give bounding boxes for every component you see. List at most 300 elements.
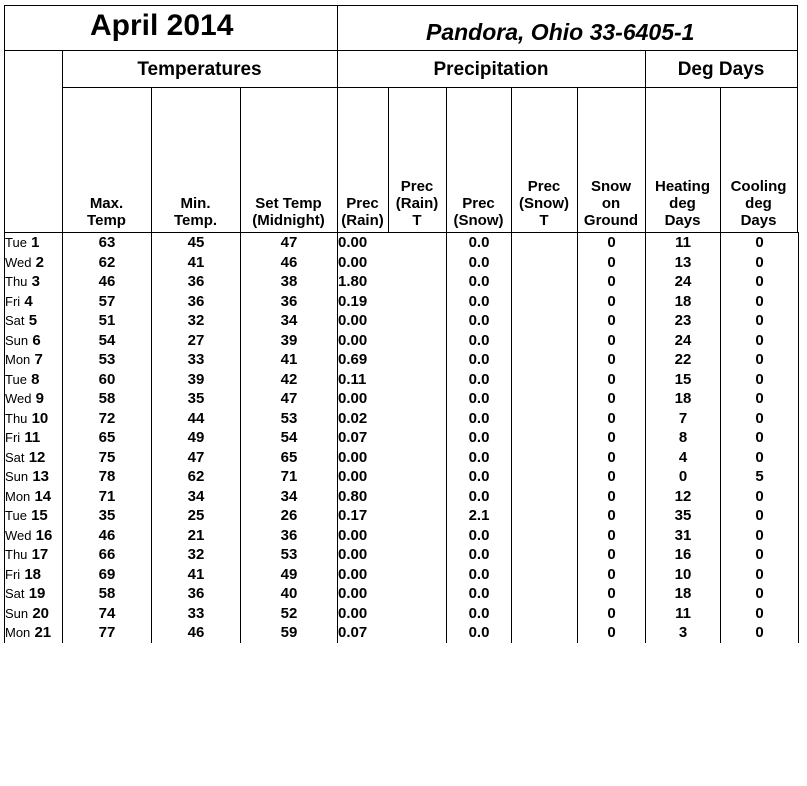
- set-temp-cell: 46: [241, 253, 338, 273]
- max-temp-cell: 58: [63, 389, 152, 409]
- prec-rain-t-cell: [389, 487, 447, 507]
- snow-on-ground-cell: 0: [578, 487, 646, 507]
- day-cell: [5, 467, 63, 487]
- cooling-deg-days-cell: 5: [721, 467, 799, 487]
- prec-snow-cell: 0.0: [447, 448, 512, 468]
- prec-rain-cell: 0.00: [338, 585, 368, 603]
- snow-on-ground-cell: 0: [578, 584, 646, 604]
- table-row: [5, 389, 799, 409]
- table-row: [5, 584, 799, 604]
- header-cooling-deg-days: Cooling deg Days: [730, 178, 787, 229]
- max-temp-cell: 51: [63, 311, 152, 331]
- header-min-temp: Min. Temp.: [173, 195, 218, 229]
- day-cell: [5, 389, 63, 409]
- date-number: 12: [28, 448, 46, 466]
- header-prec-snow: Prec (Snow): [453, 195, 504, 229]
- prec-rain-t-cell: [389, 428, 447, 448]
- date-number: 10: [31, 409, 49, 427]
- date-number: 2: [35, 253, 45, 271]
- prec-snow-t-cell: [512, 623, 578, 643]
- date-number: 4: [24, 292, 33, 310]
- prec-snow-t-cell: [512, 584, 578, 604]
- min-temp-cell: 62: [152, 467, 241, 487]
- set-temp-cell: 54: [241, 428, 338, 448]
- daily-data-table: [4, 232, 799, 643]
- prec-rain-t-cell: [389, 370, 447, 390]
- prec-snow-t-cell: [512, 389, 578, 409]
- min-temp-cell: 44: [152, 409, 241, 429]
- cooling-deg-days-cell: 0: [721, 448, 799, 468]
- prec-rain-cell: 0.00: [338, 331, 368, 349]
- set-temp-cell: 49: [241, 565, 338, 585]
- prec-snow-t-cell: [512, 487, 578, 507]
- table-row: [5, 233, 799, 253]
- snow-on-ground-cell: 0: [578, 526, 646, 546]
- max-temp-cell: 46: [63, 272, 152, 292]
- set-temp-cell: 47: [241, 233, 338, 253]
- day-cell: [5, 311, 63, 331]
- prec-rain-cell: 0.00: [338, 253, 368, 271]
- snow-on-ground-cell: 0: [578, 311, 646, 331]
- prec-snow-cell: 0.0: [447, 331, 512, 351]
- table-row: [5, 623, 799, 643]
- weekday-label: Sun: [5, 332, 29, 348]
- report-title: April 2014: [90, 9, 234, 42]
- heating-deg-days-cell: 10: [646, 565, 721, 585]
- prec-rain-cell: 0.00: [338, 312, 368, 330]
- prec-snow-t-cell: [512, 272, 578, 292]
- prec-rain-t-cell: [389, 311, 447, 331]
- heating-deg-days-cell: 18: [646, 292, 721, 312]
- prec-rain-cell: 0.00: [338, 448, 368, 466]
- prec-rain-t-cell: [389, 272, 447, 292]
- table-row: [5, 467, 799, 487]
- heating-deg-days-cell: 24: [646, 272, 721, 292]
- day-cell: [5, 409, 63, 429]
- table-row: [5, 272, 799, 292]
- date-number: 1: [31, 234, 40, 252]
- station-location: Pandora, Ohio 33-6405-1: [426, 19, 695, 45]
- max-temp-cell: 57: [63, 292, 152, 312]
- max-temp-cell: 60: [63, 370, 152, 390]
- heating-deg-days-cell: 31: [646, 526, 721, 546]
- cooling-deg-days-cell: 0: [721, 409, 799, 429]
- prec-rain-t-cell: [389, 467, 447, 487]
- day-cell: [5, 506, 63, 526]
- date-number: 16: [35, 526, 53, 544]
- date-number: 17: [31, 546, 49, 564]
- max-temp-cell: 71: [63, 487, 152, 507]
- heating-deg-days-cell: 0: [646, 467, 721, 487]
- max-temp-cell: 35: [63, 506, 152, 526]
- prec-rain-t-cell: [389, 233, 447, 253]
- prec-rain-t-cell: [389, 389, 447, 409]
- day-cell: [5, 233, 63, 253]
- prec-rain-t-cell: [389, 526, 447, 546]
- set-temp-cell: 59: [241, 623, 338, 643]
- prec-rain-t-cell: [389, 506, 447, 526]
- prec-snow-t-cell: [512, 311, 578, 331]
- cooling-deg-days-cell: 0: [721, 604, 799, 624]
- heating-deg-days-cell: 15: [646, 370, 721, 390]
- table-row: [5, 448, 799, 468]
- cooling-deg-days-cell: 0: [721, 292, 799, 312]
- weekday-label: Sun: [5, 605, 29, 621]
- date-number: 20: [32, 604, 49, 622]
- prec-rain-cell: 0.00: [338, 233, 389, 253]
- day-cell: [5, 604, 63, 624]
- prec-rain-cell: 0.19: [338, 292, 368, 310]
- weekday-label: Wed: [5, 527, 32, 543]
- header-set-temp: Set Temp (Midnight): [252, 195, 325, 229]
- min-temp-cell: 39: [152, 370, 241, 390]
- set-temp-cell: 42: [241, 370, 338, 390]
- set-temp-cell: 41: [241, 350, 338, 370]
- heating-deg-days-cell: 24: [646, 331, 721, 351]
- header-prec-snow-t: Prec (Snow) T: [519, 178, 569, 229]
- header-snow-on-ground: Snow on Ground: [583, 178, 639, 229]
- prec-snow-t-cell: [512, 331, 578, 351]
- day-cell: [5, 545, 63, 565]
- prec-snow-cell: 2.1: [447, 506, 512, 526]
- max-temp-cell: 78: [63, 467, 152, 487]
- cooling-deg-days-cell: 0: [721, 506, 799, 526]
- weekday-label: Mon: [5, 352, 31, 368]
- prec-snow-t-cell: [512, 233, 578, 253]
- prec-snow-t-cell: [512, 409, 578, 429]
- set-temp-cell: 71: [241, 467, 338, 487]
- snow-on-ground-cell: 0: [578, 389, 646, 409]
- prec-snow-cell: 0.0: [447, 584, 512, 604]
- date-number: 6: [32, 331, 41, 349]
- table-row: [5, 311, 799, 331]
- table-header: [4, 5, 798, 122]
- cooling-deg-days-cell: 0: [721, 487, 799, 507]
- date-number: 15: [31, 507, 48, 525]
- set-temp-cell: 47: [241, 389, 338, 409]
- weekday-label: Sat: [5, 313, 25, 329]
- min-temp-cell: 32: [152, 311, 241, 331]
- weekday-label: Tue: [5, 235, 27, 251]
- table-row: [5, 350, 799, 370]
- prec-snow-cell: 0.0: [447, 233, 512, 253]
- prec-rain-t-cell: [389, 331, 447, 351]
- heating-deg-days-cell: 18: [646, 584, 721, 604]
- snow-on-ground-cell: 0: [578, 604, 646, 624]
- prec-snow-t-cell: [512, 428, 578, 448]
- min-temp-cell: 34: [152, 487, 241, 507]
- prec-snow-t-cell: [512, 292, 578, 312]
- prec-snow-t-cell: [512, 545, 578, 565]
- min-temp-cell: 41: [152, 253, 241, 273]
- prec-rain-t-cell: [389, 604, 447, 624]
- min-temp-cell: 47: [152, 448, 241, 468]
- set-temp-cell: 53: [241, 545, 338, 565]
- prec-rain-cell: 0.00: [338, 526, 368, 544]
- max-temp-cell: 72: [63, 409, 152, 429]
- max-temp-cell: 53: [63, 350, 152, 370]
- prec-rain-t-cell: [389, 584, 447, 604]
- max-temp-cell: 62: [63, 253, 152, 273]
- prec-snow-cell: 0.0: [447, 604, 512, 624]
- set-temp-cell: 36: [241, 292, 338, 312]
- day-cell: [5, 565, 63, 585]
- snow-on-ground-cell: 0: [578, 506, 646, 526]
- prec-snow-cell: 0.0: [447, 623, 512, 643]
- set-temp-cell: 36: [241, 526, 338, 546]
- date-number: 18: [24, 565, 42, 583]
- set-temp-cell: 34: [241, 311, 338, 331]
- prec-snow-t-cell: [512, 526, 578, 546]
- min-temp-cell: 36: [152, 584, 241, 604]
- table-row: [5, 370, 799, 390]
- date-number: 21: [34, 624, 52, 642]
- cooling-deg-days-cell: 0: [721, 272, 799, 292]
- min-temp-cell: 33: [152, 350, 241, 370]
- prec-rain-t-cell: [389, 350, 447, 370]
- max-temp-cell: 75: [63, 448, 152, 468]
- heating-deg-days-cell: 13: [646, 253, 721, 273]
- prec-snow-cell: 0.0: [447, 370, 512, 390]
- prec-rain-cell: 0.00: [338, 565, 368, 583]
- date-number: 19: [28, 585, 46, 603]
- weekday-label: Wed: [5, 254, 32, 270]
- max-temp-cell: 46: [63, 526, 152, 546]
- day-cell: [5, 253, 63, 273]
- heating-deg-days-cell: 7: [646, 409, 721, 429]
- prec-rain-t-cell: [389, 253, 447, 273]
- day-cell: [5, 526, 63, 546]
- prec-snow-t-cell: [512, 253, 578, 273]
- heating-deg-days-cell: 8: [646, 428, 721, 448]
- table-row: [5, 526, 799, 546]
- table-row: [5, 331, 799, 351]
- snow-on-ground-cell: 0: [578, 292, 646, 312]
- heating-deg-days-cell: 35: [646, 506, 721, 526]
- min-temp-cell: 33: [152, 604, 241, 624]
- heating-deg-days-cell: 18: [646, 389, 721, 409]
- prec-rain-cell: 0.07: [338, 429, 368, 447]
- heating-deg-days-cell: 11: [646, 604, 721, 624]
- prec-snow-t-cell: [512, 467, 578, 487]
- set-temp-cell: 52: [241, 604, 338, 624]
- heating-deg-days-cell: 22: [646, 350, 721, 370]
- min-temp-cell: 49: [152, 428, 241, 448]
- heating-deg-days-cell: 3: [646, 623, 721, 643]
- min-temp-cell: 21: [152, 526, 241, 546]
- group-temperatures: Temperatures: [137, 59, 262, 80]
- header-max-temp: Max. Temp: [87, 195, 126, 229]
- cooling-deg-days-cell: 0: [721, 428, 799, 448]
- max-temp-cell: 63: [63, 233, 152, 253]
- day-cell: [5, 350, 63, 370]
- set-temp-cell: 53: [241, 409, 338, 429]
- snow-on-ground-cell: 0: [578, 272, 646, 292]
- table-row: [5, 428, 799, 448]
- min-temp-cell: 32: [152, 545, 241, 565]
- prec-rain-cell: 0.11: [338, 370, 367, 388]
- day-cell: [5, 292, 63, 312]
- day-cell: [5, 272, 63, 292]
- day-cell: [5, 584, 63, 604]
- weekday-label: Thu: [5, 410, 28, 426]
- table-row: [5, 565, 799, 585]
- prec-snow-cell: 0.0: [447, 350, 512, 370]
- cooling-deg-days-cell: 0: [721, 526, 799, 546]
- cooling-deg-days-cell: 0: [721, 389, 799, 409]
- prec-snow-t-cell: [512, 448, 578, 468]
- snow-on-ground-cell: 0: [578, 253, 646, 273]
- prec-snow-cell: 0.0: [447, 428, 512, 448]
- heating-deg-days-cell: 23: [646, 311, 721, 331]
- prec-snow-t-cell: [512, 506, 578, 526]
- cooling-deg-days-cell: 0: [721, 565, 799, 585]
- cooling-deg-days-cell: 0: [721, 545, 799, 565]
- header-heating-deg-days: Heating deg Days: [654, 178, 710, 229]
- set-temp-cell: 38: [241, 272, 338, 292]
- prec-rain-cell: 1.80: [338, 273, 368, 291]
- heating-deg-days-cell: 16: [646, 545, 721, 565]
- heating-deg-days-cell: 12: [646, 487, 721, 507]
- min-temp-cell: 46: [152, 623, 241, 643]
- table-row: [5, 487, 799, 507]
- table-row: [5, 604, 799, 624]
- set-temp-cell: 65: [241, 448, 338, 468]
- prec-snow-cell: 0.0: [447, 526, 512, 546]
- day-cell: [5, 448, 63, 468]
- prec-rain-cell: 0.07: [338, 624, 368, 642]
- snow-on-ground-cell: 0: [578, 565, 646, 585]
- prec-snow-cell: 0.0: [447, 545, 512, 565]
- day-cell: [5, 370, 63, 390]
- max-temp-cell: 54: [63, 331, 152, 351]
- cooling-deg-days-cell: 0: [721, 331, 799, 351]
- min-temp-cell: 36: [152, 272, 241, 292]
- prec-snow-cell: 0.0: [447, 253, 512, 273]
- prec-rain-t-cell: [389, 623, 447, 643]
- snow-on-ground-cell: 0: [578, 350, 646, 370]
- weekday-label: Fri: [5, 566, 21, 582]
- weekday-label: Tue: [5, 371, 27, 387]
- weather-report: [4, 5, 798, 643]
- min-temp-cell: 41: [152, 565, 241, 585]
- header-prec-rain: Prec (Rain): [341, 195, 384, 229]
- max-temp-cell: 58: [63, 584, 152, 604]
- min-temp-cell: 25: [152, 506, 241, 526]
- prec-rain-cell: 0.02: [338, 409, 368, 427]
- snow-on-ground-cell: 0: [578, 623, 646, 643]
- heating-deg-days-cell: 11: [646, 233, 721, 253]
- date-number: 3: [31, 273, 40, 291]
- prec-snow-cell: 0.0: [447, 487, 512, 507]
- snow-on-ground-cell: 0: [578, 467, 646, 487]
- prec-rain-t-cell: [389, 565, 447, 585]
- prec-snow-cell: 0.0: [447, 389, 512, 409]
- heating-deg-days-cell: 4: [646, 448, 721, 468]
- group-precipitation: Precipitation: [433, 59, 549, 80]
- snow-on-ground-cell: 0: [578, 448, 646, 468]
- prec-snow-t-cell: [512, 350, 578, 370]
- set-temp-cell: 40: [241, 584, 338, 604]
- column-headers: [4, 122, 798, 232]
- max-temp-cell: 74: [63, 604, 152, 624]
- prec-rain-cell: 0.80: [338, 487, 368, 505]
- prec-snow-t-cell: [512, 370, 578, 390]
- min-temp-cell: 35: [152, 389, 241, 409]
- prec-snow-cell: 0.0: [447, 292, 512, 312]
- set-temp-cell: 34: [241, 487, 338, 507]
- weekday-label: Sat: [5, 586, 25, 602]
- table-row: [5, 506, 799, 526]
- weekday-label: Mon: [5, 625, 31, 641]
- cooling-deg-days-cell: 0: [721, 350, 799, 370]
- weekday-label: Thu: [5, 547, 28, 563]
- prec-snow-cell: 0.0: [447, 311, 512, 331]
- snow-on-ground-cell: 0: [578, 428, 646, 448]
- prec-rain-t-cell: [389, 292, 447, 312]
- prec-rain-t-cell: [389, 448, 447, 468]
- prec-rain-cell: 0.00: [338, 546, 368, 564]
- snow-on-ground-cell: 0: [578, 233, 646, 253]
- date-number: 13: [32, 468, 49, 486]
- day-cell: [5, 428, 63, 448]
- prec-rain-cell: 0.00: [338, 604, 368, 622]
- day-cell: [5, 487, 63, 507]
- prec-rain-t-cell: [389, 409, 447, 429]
- max-temp-cell: 66: [63, 545, 152, 565]
- date-number: 14: [34, 487, 52, 505]
- table-row: [5, 292, 799, 312]
- table-row: [5, 253, 799, 273]
- prec-snow-cell: 0.0: [447, 272, 512, 292]
- prec-snow-cell: 0.0: [447, 467, 512, 487]
- prec-rain-cell: 0.00: [338, 390, 368, 408]
- prec-rain-cell: 0.00: [338, 468, 368, 486]
- weekday-label: Sun: [5, 469, 29, 485]
- day-cell: [5, 623, 63, 643]
- prec-rain-t-cell: [389, 545, 447, 565]
- table-row: [5, 545, 799, 565]
- group-deg-days: Deg Days: [677, 59, 765, 80]
- set-temp-cell: 39: [241, 331, 338, 351]
- prec-snow-cell: 0.0: [447, 565, 512, 585]
- weekday-label: Fri: [5, 293, 21, 309]
- date-number: 8: [31, 370, 40, 388]
- min-temp-cell: 27: [152, 331, 241, 351]
- snow-on-ground-cell: 0: [578, 370, 646, 390]
- cooling-deg-days-cell: 0: [721, 253, 799, 273]
- prec-snow-t-cell: [512, 604, 578, 624]
- snow-on-ground-cell: 0: [578, 331, 646, 351]
- weekday-label: Wed: [5, 391, 32, 407]
- cooling-deg-days-cell: 0: [721, 370, 799, 390]
- prec-snow-t-cell: [512, 565, 578, 585]
- date-number: 7: [34, 351, 43, 369]
- date-number: 11: [24, 429, 41, 447]
- cooling-deg-days-cell: 0: [721, 233, 799, 253]
- header-prec-rain-t: Prec (Rain) T: [395, 178, 439, 229]
- day-cell: [5, 331, 63, 351]
- snow-on-ground-cell: 0: [578, 409, 646, 429]
- prec-rain-cell: 0.17: [338, 507, 368, 525]
- max-temp-cell: 65: [63, 428, 152, 448]
- snow-on-ground-cell: 0: [578, 545, 646, 565]
- max-temp-cell: 77: [63, 623, 152, 643]
- cooling-deg-days-cell: 0: [721, 311, 799, 331]
- weekday-label: Fri: [5, 430, 21, 446]
- prec-rain-cell: 0.69: [338, 351, 368, 369]
- table-row: [5, 409, 799, 429]
